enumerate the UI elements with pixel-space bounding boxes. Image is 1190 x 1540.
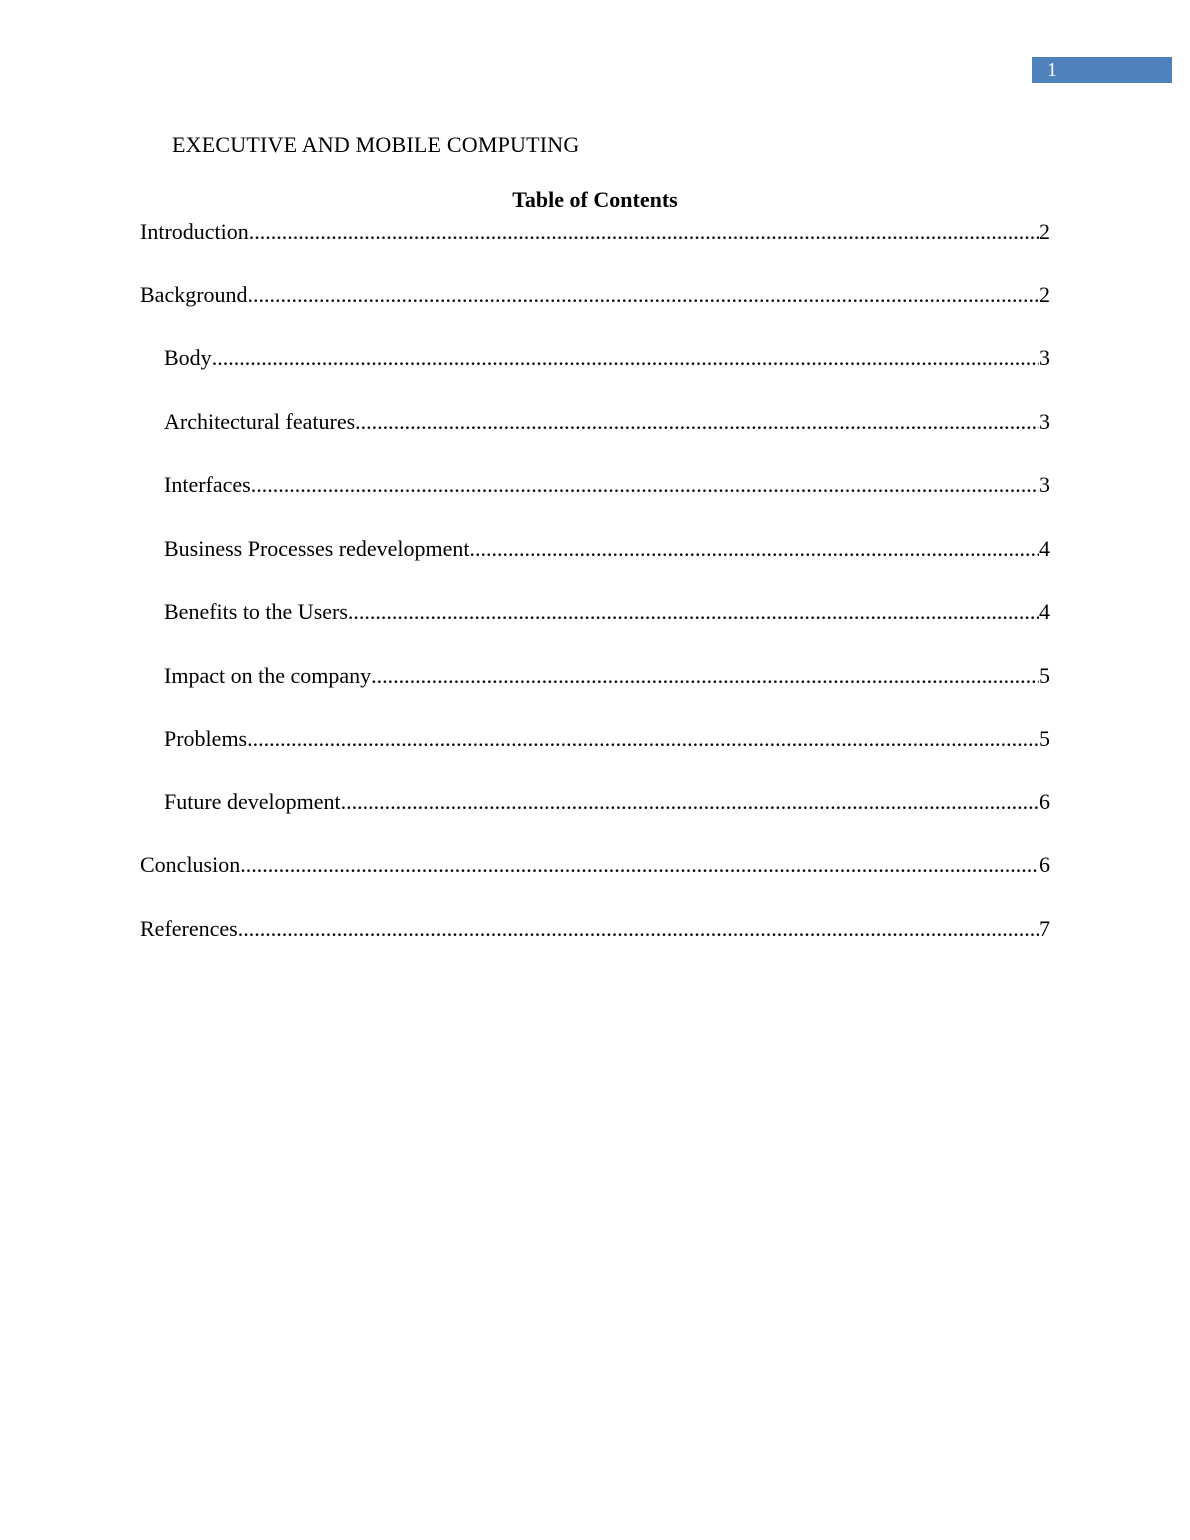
toc-entry-label: Architectural features bbox=[164, 409, 356, 434]
toc-entry-label: Future development bbox=[164, 789, 341, 814]
toc-entry-problems[interactable] bbox=[164, 725, 1050, 753]
toc-entry-label: Introduction bbox=[140, 219, 249, 244]
running-head: EXECUTIVE AND MOBILE COMPUTING bbox=[172, 132, 580, 157]
toc-entry-page: 4 bbox=[1039, 599, 1050, 624]
toc-entry-impact-on-the-company[interactable] bbox=[164, 662, 1050, 690]
toc-dot-leader bbox=[341, 788, 1039, 816]
toc-entry-body[interactable] bbox=[164, 344, 1050, 372]
toc-dot-leader bbox=[470, 535, 1040, 563]
toc-entry-future-development[interactable] bbox=[164, 788, 1050, 816]
toc-entry-page: 5 bbox=[1039, 726, 1050, 751]
toc-entry-conclusion[interactable] bbox=[140, 851, 1050, 879]
toc-entry-label: Background bbox=[140, 282, 248, 307]
toc-entry-page: 5 bbox=[1039, 663, 1050, 688]
toc-dot-leader bbox=[348, 598, 1039, 626]
toc-entry-label: Business Processes redevelopment bbox=[164, 536, 470, 561]
toc-dot-leader bbox=[371, 662, 1039, 690]
toc-entry-benefits-to-the-users[interactable] bbox=[164, 598, 1050, 626]
toc-dot-leader bbox=[240, 851, 1039, 879]
toc-entry-page: 3 bbox=[1039, 409, 1050, 434]
toc-entry-page: 4 bbox=[1039, 536, 1050, 561]
toc-entry-page: 3 bbox=[1039, 472, 1050, 497]
toc-entry-label: Conclusion bbox=[140, 852, 241, 877]
toc-entry-references[interactable] bbox=[140, 915, 1050, 943]
toc-entry-page: 7 bbox=[1039, 916, 1050, 941]
toc-entry-background[interactable] bbox=[140, 281, 1050, 309]
page-number-box bbox=[1032, 57, 1172, 83]
page-number: 1 bbox=[1047, 59, 1057, 81]
toc-entry-page: 6 bbox=[1039, 789, 1050, 814]
toc-entry-label: Interfaces bbox=[164, 472, 251, 497]
toc-entry-page: 2 bbox=[1039, 219, 1050, 244]
toc-entry-architectural-features[interactable] bbox=[164, 408, 1050, 436]
toc-dot-leader bbox=[249, 218, 1039, 246]
toc-title: Table of Contents bbox=[512, 187, 678, 212]
toc-dot-leader bbox=[251, 471, 1039, 499]
toc-dot-leader bbox=[238, 915, 1039, 943]
toc-entry-page: 3 bbox=[1039, 345, 1050, 370]
toc-entry-label: Problems bbox=[164, 726, 248, 751]
toc-entry-business-processes-redevelopment[interactable] bbox=[164, 535, 1050, 563]
toc-entry-page: 2 bbox=[1039, 282, 1050, 307]
toc-dot-leader bbox=[248, 281, 1039, 309]
toc-entry-introduction[interactable] bbox=[140, 218, 1050, 246]
toc-entry-label: References bbox=[140, 916, 238, 941]
toc-dot-leader bbox=[247, 725, 1039, 753]
toc-dot-leader bbox=[355, 408, 1039, 436]
toc-entry-label: Benefits to the Users bbox=[164, 599, 348, 624]
toc-dot-leader bbox=[212, 344, 1039, 372]
toc-entry-page: 6 bbox=[1039, 852, 1050, 877]
toc-entry-label: Body bbox=[164, 345, 212, 370]
toc-entry-interfaces[interactable] bbox=[164, 471, 1050, 499]
toc-entry-label: Impact on the company bbox=[164, 663, 372, 688]
